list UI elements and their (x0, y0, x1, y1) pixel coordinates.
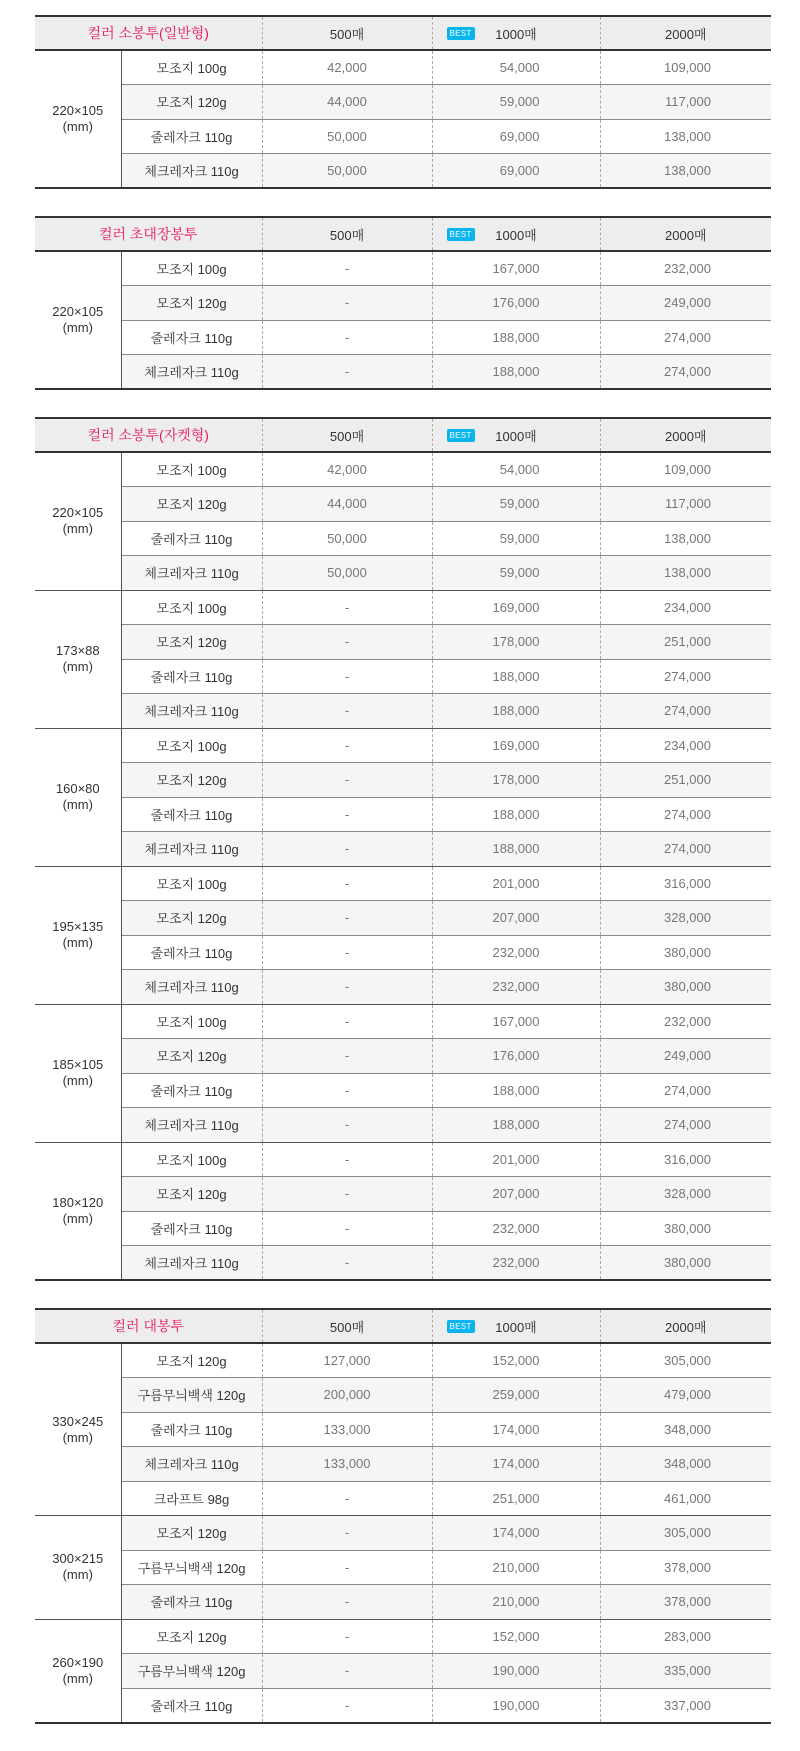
price-2000: 138,000 (600, 556, 771, 591)
table-title: 컬러 대봉투 (35, 1309, 262, 1343)
column-header-2000: 2000매 (600, 16, 771, 50)
price-500: - (262, 1108, 432, 1143)
size-cell (35, 1343, 121, 1516)
price-2000: 328,000 (600, 1177, 771, 1212)
column-header-2000: 2000매 (600, 217, 771, 251)
price-500: 50,000 (262, 119, 432, 154)
price-1000: 59,000 (432, 556, 600, 591)
size-value: 220×105 (52, 103, 104, 118)
price-table (35, 216, 771, 390)
paper-type: 구름무늬백색 120g (121, 1654, 262, 1689)
price-2000: 380,000 (600, 935, 771, 970)
size-cell (35, 1142, 121, 1280)
paper-type: 줄레자크 110g (121, 320, 262, 355)
column-header-500: 500매 (262, 217, 432, 251)
table-row (35, 901, 771, 936)
size-value: 173×88 (55, 643, 100, 658)
best-badge: BEST (447, 429, 475, 442)
price-2000: 109,000 (600, 50, 771, 85)
price-2000: 249,000 (600, 1039, 771, 1074)
price-2000: 274,000 (600, 320, 771, 355)
price-1000: 54,000 (432, 50, 600, 85)
table-row (35, 85, 771, 120)
price-2000: 316,000 (600, 1142, 771, 1177)
price-1000: 174,000 (432, 1412, 600, 1447)
paper-type: 체크레자크 110g (121, 556, 262, 591)
size-unit: (mm) (62, 1210, 93, 1226)
price-500: - (262, 970, 432, 1005)
paper-type: 모조지 100g (121, 1142, 262, 1177)
table-row (35, 1378, 771, 1413)
price-1000: 188,000 (432, 832, 600, 867)
price-500: - (262, 320, 432, 355)
size-value: 220×105 (52, 505, 104, 521)
size-unit: (mm) (62, 935, 93, 950)
table-row (35, 728, 771, 763)
table-row (35, 119, 771, 154)
table-row (35, 355, 771, 390)
size-unit: (mm) (62, 521, 93, 537)
paper-type: 체크레자크 110g (121, 1447, 262, 1482)
paper-type: 구름무늬백색 120g (121, 1378, 262, 1413)
price-500: - (262, 1585, 432, 1620)
price-2000: 380,000 (600, 1211, 771, 1246)
price-1000: 167,000 (432, 251, 600, 286)
table-row (35, 154, 771, 189)
price-1000: 176,000 (432, 286, 600, 321)
price-2000: 380,000 (600, 1246, 771, 1281)
price-1000: 188,000 (432, 694, 600, 729)
table-row (35, 797, 771, 832)
price-500: - (262, 1004, 432, 1039)
column-header-1000 (432, 418, 600, 452)
price-1000: 210,000 (432, 1585, 600, 1620)
price-500: - (262, 901, 432, 936)
table-row (35, 625, 771, 660)
size-value: 160×80 (55, 781, 100, 796)
price-500: - (262, 1211, 432, 1246)
column-header-500: 500매 (262, 418, 432, 452)
price-table (35, 417, 771, 1281)
price-500: 50,000 (262, 154, 432, 189)
price-2000: 305,000 (600, 1516, 771, 1551)
table-row (35, 832, 771, 867)
price-500: - (262, 866, 432, 901)
price-2000: 274,000 (600, 1073, 771, 1108)
paper-type: 모조지 100g (121, 590, 262, 625)
table-row (35, 659, 771, 694)
price-1000: 232,000 (432, 970, 600, 1005)
table-row (35, 1246, 771, 1281)
price-2000: 138,000 (600, 119, 771, 154)
price-2000: 274,000 (600, 694, 771, 729)
table-row (35, 320, 771, 355)
paper-type: 모조지 100g (121, 452, 262, 487)
price-1000: 190,000 (432, 1688, 600, 1723)
size-cell (35, 866, 121, 1004)
table-header (35, 217, 771, 251)
price-2000: 234,000 (600, 590, 771, 625)
size-unit: (mm) (62, 1670, 93, 1686)
paper-type: 줄레자크 110g (121, 659, 262, 694)
size-value: 195×135 (52, 919, 104, 934)
column-header-2000: 2000매 (600, 418, 771, 452)
price-500: - (262, 1073, 432, 1108)
price-2000: 328,000 (600, 901, 771, 936)
price-2000: 316,000 (600, 866, 771, 901)
price-2000: 461,000 (600, 1481, 771, 1516)
table-row (35, 556, 771, 591)
table-row (35, 1688, 771, 1723)
best-badge: BEST (447, 27, 475, 40)
price-500: 42,000 (262, 452, 432, 487)
size-unit: (mm) (62, 797, 93, 812)
price-1000: 207,000 (432, 901, 600, 936)
column-header-label: 1000매 (495, 1319, 537, 1335)
price-2000: 283,000 (600, 1619, 771, 1654)
table-row (35, 1004, 771, 1039)
paper-type: 체크레자크 110g (121, 1108, 262, 1143)
price-500: 133,000 (262, 1447, 432, 1482)
price-500: - (262, 797, 432, 832)
price-500: - (262, 1177, 432, 1212)
size-value: 180×120 (52, 1194, 104, 1210)
price-1000: 152,000 (432, 1619, 600, 1654)
table-row (35, 452, 771, 487)
price-2000: 249,000 (600, 286, 771, 321)
paper-type: 모조지 120g (121, 85, 262, 120)
price-1000: 188,000 (432, 355, 600, 390)
price-2000: 348,000 (600, 1447, 771, 1482)
price-1000: 174,000 (432, 1447, 600, 1482)
table-row (35, 50, 771, 85)
size-value: 300×215 (52, 1551, 104, 1567)
table-row (35, 1516, 771, 1551)
size-cell (35, 1619, 121, 1723)
paper-type: 줄레자크 110g (121, 1688, 262, 1723)
size-cell (35, 590, 121, 728)
price-1000: 69,000 (432, 154, 600, 189)
price-1000: 207,000 (432, 1177, 600, 1212)
paper-type: 모조지 120g (121, 625, 262, 660)
table-row (35, 935, 771, 970)
price-500: 50,000 (262, 521, 432, 556)
column-header-label: 1000매 (495, 26, 537, 42)
price-500: - (262, 1142, 432, 1177)
price-2000: 251,000 (600, 763, 771, 798)
price-500: - (262, 1481, 432, 1516)
price-500: - (262, 694, 432, 729)
price-2000: 109,000 (600, 452, 771, 487)
table-row (35, 1039, 771, 1074)
price-2000: 274,000 (600, 797, 771, 832)
price-500: - (262, 625, 432, 660)
size-value: 220×105 (52, 304, 104, 319)
table-row (35, 763, 771, 798)
column-header-500: 500매 (262, 1309, 432, 1343)
price-2000: 380,000 (600, 970, 771, 1005)
table-row (35, 1177, 771, 1212)
paper-type: 줄레자크 110g (121, 1585, 262, 1620)
size-unit: (mm) (62, 1567, 93, 1583)
paper-type: 줄레자크 110g (121, 1211, 262, 1246)
price-1000: 232,000 (432, 1246, 600, 1281)
paper-type: 모조지 120g (121, 1516, 262, 1551)
best-badge: BEST (447, 1320, 475, 1333)
table-row (35, 286, 771, 321)
paper-type: 모조지 100g (121, 50, 262, 85)
column-header-2000: 2000매 (600, 1309, 771, 1343)
size-unit: (mm) (62, 119, 93, 134)
price-2000: 335,000 (600, 1654, 771, 1689)
paper-type: 줄레자크 110g (121, 1412, 262, 1447)
column-header-1000 (432, 217, 600, 251)
price-2000: 378,000 (600, 1585, 771, 1620)
price-table (35, 15, 771, 189)
size-unit: (mm) (62, 320, 93, 335)
price-1000: 188,000 (432, 797, 600, 832)
price-1000: 152,000 (432, 1343, 600, 1378)
column-header-label: 1000매 (495, 227, 537, 243)
price-500: 42,000 (262, 50, 432, 85)
price-1000: 174,000 (432, 1516, 600, 1551)
size-cell (35, 728, 121, 866)
column-header-500: 500매 (262, 16, 432, 50)
price-2000: 274,000 (600, 659, 771, 694)
size-cell (35, 50, 121, 188)
price-1000: 188,000 (432, 1073, 600, 1108)
price-500: - (262, 1516, 432, 1551)
price-1000: 259,000 (432, 1378, 600, 1413)
price-500: - (262, 1688, 432, 1723)
price-500: - (262, 1039, 432, 1074)
paper-type: 모조지 120g (121, 1177, 262, 1212)
table-row (35, 1073, 771, 1108)
price-500: 127,000 (262, 1343, 432, 1378)
price-2000: 232,000 (600, 251, 771, 286)
paper-type: 모조지 120g (121, 763, 262, 798)
size-value: 330×245 (52, 1413, 104, 1429)
paper-type: 줄레자크 110g (121, 1073, 262, 1108)
price-1000: 59,000 (432, 487, 600, 522)
table-row (35, 1211, 771, 1246)
paper-type: 체크레자크 110g (121, 832, 262, 867)
price-1000: 176,000 (432, 1039, 600, 1074)
price-500: - (262, 590, 432, 625)
price-2000: 138,000 (600, 521, 771, 556)
table-row (35, 1412, 771, 1447)
price-500: - (262, 1550, 432, 1585)
paper-type: 줄레자크 110g (121, 797, 262, 832)
paper-type: 구름무늬백색 120g (121, 1550, 262, 1585)
price-2000: 378,000 (600, 1550, 771, 1585)
price-500: - (262, 832, 432, 867)
price-1000: 188,000 (432, 1108, 600, 1143)
price-500: 200,000 (262, 1378, 432, 1413)
paper-type: 체크레자크 110g (121, 355, 262, 390)
price-1000: 167,000 (432, 1004, 600, 1039)
table-title: 컬러 초대장봉투 (35, 217, 262, 251)
paper-type: 모조지 120g (121, 901, 262, 936)
paper-type: 모조지 120g (121, 1343, 262, 1378)
price-1000: 188,000 (432, 320, 600, 355)
table-title: 컬러 소봉투(자켓형) (35, 418, 262, 452)
size-value: 260×190 (52, 1654, 104, 1670)
table-row (35, 251, 771, 286)
price-500: - (262, 1619, 432, 1654)
size-value: 185×105 (52, 1057, 104, 1072)
table-row (35, 487, 771, 522)
price-2000: 305,000 (600, 1343, 771, 1378)
price-2000: 274,000 (600, 1108, 771, 1143)
table-row (35, 1550, 771, 1585)
size-cell (35, 1516, 121, 1620)
price-2000: 337,000 (600, 1688, 771, 1723)
price-500: 50,000 (262, 556, 432, 591)
table-header (35, 16, 771, 50)
paper-type: 모조지 120g (121, 286, 262, 321)
price-2000: 138,000 (600, 154, 771, 189)
price-1000: 169,000 (432, 590, 600, 625)
table-row (35, 1619, 771, 1654)
size-unit: (mm) (62, 659, 93, 674)
price-500: - (262, 728, 432, 763)
size-unit: (mm) (62, 1429, 93, 1445)
table-row (35, 1481, 771, 1516)
size-cell (35, 452, 121, 590)
paper-type: 체크레자크 110g (121, 970, 262, 1005)
price-500: - (262, 1246, 432, 1281)
table-row (35, 1585, 771, 1620)
table-row (35, 970, 771, 1005)
table-row (35, 590, 771, 625)
paper-type: 모조지 100g (121, 728, 262, 763)
price-500: - (262, 659, 432, 694)
table-row (35, 866, 771, 901)
paper-type: 모조지 120g (121, 487, 262, 522)
best-badge: BEST (447, 228, 475, 241)
size-cell (35, 1004, 121, 1142)
price-500: 133,000 (262, 1412, 432, 1447)
table-row (35, 694, 771, 729)
price-2000: 117,000 (600, 85, 771, 120)
price-2000: 274,000 (600, 832, 771, 867)
price-500: - (262, 286, 432, 321)
table-row (35, 1654, 771, 1689)
price-500: 44,000 (262, 85, 432, 120)
price-2000: 251,000 (600, 625, 771, 660)
price-500: - (262, 935, 432, 970)
paper-type: 체크레자크 110g (121, 154, 262, 189)
price-2000: 232,000 (600, 1004, 771, 1039)
paper-type: 모조지 100g (121, 251, 262, 286)
price-2000: 274,000 (600, 355, 771, 390)
table-row (35, 1343, 771, 1378)
price-1000: 54,000 (432, 452, 600, 487)
size-unit: (mm) (62, 1073, 93, 1088)
price-table (35, 1308, 771, 1724)
price-500: - (262, 251, 432, 286)
price-500: - (262, 355, 432, 390)
table-header (35, 418, 771, 452)
table-title: 컬러 소봉투(일반형) (35, 16, 262, 50)
price-500: 44,000 (262, 487, 432, 522)
price-2000: 348,000 (600, 1412, 771, 1447)
price-1000: 188,000 (432, 659, 600, 694)
price-2000: 117,000 (600, 487, 771, 522)
price-1000: 232,000 (432, 935, 600, 970)
price-1000: 210,000 (432, 1550, 600, 1585)
price-1000: 59,000 (432, 85, 600, 120)
price-1000: 251,000 (432, 1481, 600, 1516)
price-1000: 201,000 (432, 866, 600, 901)
price-1000: 201,000 (432, 1142, 600, 1177)
paper-type: 체크레자크 110g (121, 694, 262, 729)
column-header-label: 1000매 (495, 428, 537, 444)
size-cell (35, 251, 121, 389)
table-row (35, 1447, 771, 1482)
price-2000: 479,000 (600, 1378, 771, 1413)
price-1000: 178,000 (432, 763, 600, 798)
column-header-1000 (432, 16, 600, 50)
paper-type: 줄레자크 110g (121, 935, 262, 970)
price-1000: 169,000 (432, 728, 600, 763)
price-1000: 232,000 (432, 1211, 600, 1246)
price-1000: 59,000 (432, 521, 600, 556)
price-2000: 234,000 (600, 728, 771, 763)
price-1000: 178,000 (432, 625, 600, 660)
table-row (35, 521, 771, 556)
price-1000: 190,000 (432, 1654, 600, 1689)
paper-type: 줄레자크 110g (121, 119, 262, 154)
paper-type: 크라프트 98g (121, 1481, 262, 1516)
price-tables (35, 15, 771, 1751)
paper-type: 모조지 100g (121, 1004, 262, 1039)
table-header (35, 1309, 771, 1343)
table-row (35, 1142, 771, 1177)
paper-type: 체크레자크 110g (121, 1246, 262, 1281)
price-500: - (262, 1654, 432, 1689)
paper-type: 모조지 100g (121, 866, 262, 901)
table-row (35, 1108, 771, 1143)
column-header-1000 (432, 1309, 600, 1343)
price-500: - (262, 763, 432, 798)
paper-type: 모조지 120g (121, 1619, 262, 1654)
price-1000: 69,000 (432, 119, 600, 154)
paper-type: 모조지 120g (121, 1039, 262, 1074)
paper-type: 줄레자크 110g (121, 521, 262, 556)
